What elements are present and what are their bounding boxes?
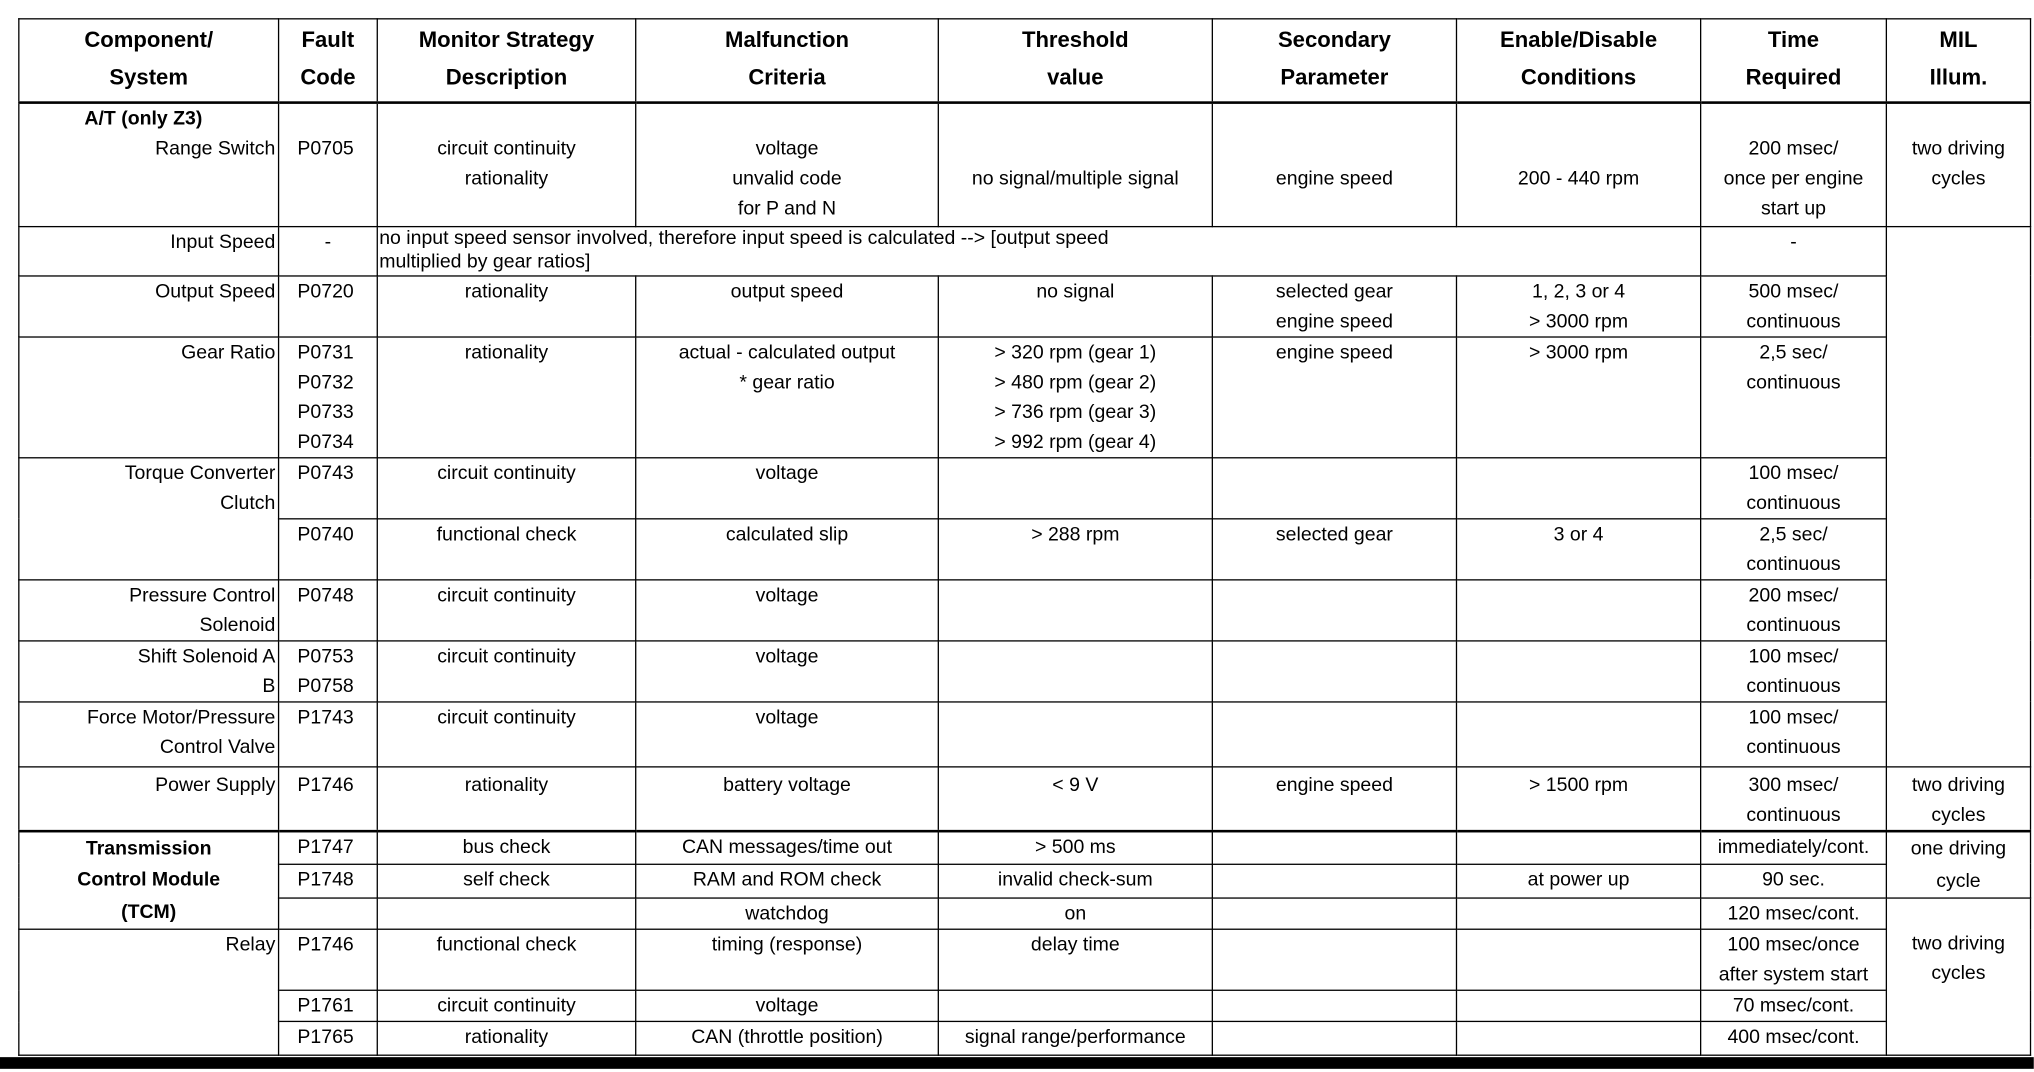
table-row — [19, 831, 2031, 864]
threshold-cell: > 500 ms — [938, 831, 1212, 864]
secondary-cell: selected gear engine speed — [1212, 275, 1456, 336]
secondary-cell: engine speed — [1212, 336, 1456, 457]
time-cell: 200 msec/ continuous — [1701, 579, 1887, 640]
table-row — [19, 766, 2031, 830]
criteria-cell: timing (response) — [636, 929, 939, 990]
time-cell: 2,5 sec/ continuous — [1701, 336, 1887, 457]
header-secondary: Secondary Parameter — [1212, 19, 1456, 103]
table-row — [19, 701, 2031, 766]
code-cell: P1765 — [279, 1021, 378, 1055]
component-cell: Force Motor/Pressure Control Valve — [19, 701, 279, 766]
header-malfunction-criteria: Malfunction Criteria — [636, 19, 939, 103]
enable-cell — [1456, 990, 1700, 1021]
time-cell: 100 msec/ continuous — [1701, 701, 1887, 766]
enable-cell — [1456, 831, 1700, 864]
criteria-cell: battery voltage — [636, 766, 939, 830]
threshold-cell — [938, 457, 1212, 518]
secondary-cell: selected gear — [1212, 518, 1456, 579]
table-row — [19, 226, 2031, 275]
threshold-cell: no signal — [938, 275, 1212, 336]
enable-cell — [1456, 457, 1700, 518]
criteria-cell: output speed — [636, 275, 939, 336]
header-component: Component/ System — [19, 19, 279, 103]
note-cell: no input speed sensor involved, therefore input speed is calculated --> [output speed multiplied by gear ratios] — [377, 226, 1700, 275]
threshold-cell — [938, 990, 1212, 1021]
code-cell — [279, 897, 378, 929]
header-row — [19, 19, 2031, 103]
component-cell: Gear Ratio — [19, 336, 279, 457]
strategy-cell: functional check — [377, 929, 635, 990]
threshold-cell: invalid check-sum — [938, 864, 1212, 897]
code-cell: P0720 — [279, 275, 378, 336]
code-cell: P1761 — [279, 990, 378, 1021]
enable-cell — [1456, 897, 1700, 929]
table-row — [19, 518, 2031, 579]
time-cell: 300 msec/ continuous — [1701, 766, 1887, 830]
enable-cell: 1, 2, 3 or 4 > 3000 rpm — [1456, 275, 1700, 336]
enable-cell — [1456, 579, 1700, 640]
secondary-cell — [1212, 864, 1456, 897]
strategy-cell: functional check — [377, 518, 635, 579]
code-cell: P0748 — [279, 579, 378, 640]
time-cell: 500 msec/ continuous — [1701, 275, 1887, 336]
section-label: A/T (only Z3) — [84, 107, 203, 130]
header-enable: Enable/Disable Conditions — [1456, 19, 1700, 103]
obd-monitor-table — [18, 18, 2031, 1056]
enable-cell: at power up — [1456, 864, 1700, 897]
enable-cell: > 1500 rpm — [1456, 766, 1700, 830]
threshold-cell: on — [938, 897, 1212, 929]
table-row — [19, 336, 2031, 457]
code-cell: P0740 — [279, 518, 378, 579]
header-time: Time Required — [1701, 19, 1887, 103]
table-row — [19, 1021, 2031, 1055]
criteria-cell: calculated slip — [636, 518, 939, 579]
criteria-cell: RAM and ROM check — [636, 864, 939, 897]
threshold-cell — [938, 640, 1212, 701]
secondary-cell — [1212, 1021, 1456, 1055]
component-cell: Input Speed — [19, 226, 279, 275]
strategy-cell: self check — [377, 864, 635, 897]
time-cell: 120 msec/cont. — [1701, 897, 1887, 929]
component-cell: Power Supply — [19, 766, 279, 830]
mil-cell-empty — [1886, 226, 2030, 766]
mil-cell: two driving cycles — [1886, 103, 2030, 226]
header-mil: MIL Illum. — [1886, 19, 2030, 103]
criteria-cell: voltage — [636, 990, 939, 1021]
table-row — [19, 897, 2031, 929]
secondary-cell — [1212, 831, 1456, 864]
code-cell: P0743 — [279, 457, 378, 518]
code-cell: P1743 — [279, 701, 378, 766]
secondary-cell — [1212, 640, 1456, 701]
criteria-cell: CAN messages/time out — [636, 831, 939, 864]
code-cell: P0705 — [279, 103, 378, 226]
table-row — [19, 457, 2031, 518]
criteria-cell: CAN (throttle position) — [636, 1021, 939, 1055]
code-cell: P1748 — [279, 864, 378, 897]
secondary-cell — [1212, 929, 1456, 990]
code-cell: P1746 — [279, 929, 378, 990]
criteria-cell: voltage — [636, 457, 939, 518]
header-fault-code: Fault Code — [279, 19, 378, 103]
code-cell: P0753 P0758 — [279, 640, 378, 701]
criteria-cell: voltage — [636, 579, 939, 640]
tcm-section-label: Transmission Control Module (TCM) — [19, 831, 279, 930]
threshold-cell — [938, 701, 1212, 766]
table-row — [19, 990, 2031, 1021]
threshold-cell — [938, 579, 1212, 640]
strategy-cell: rationality — [377, 1021, 635, 1055]
header-threshold: Threshold value — [938, 19, 1212, 103]
secondary-cell — [1212, 457, 1456, 518]
enable-cell: 3 or 4 — [1456, 518, 1700, 579]
strategy-cell: circuit continuity — [377, 579, 635, 640]
code-cell: - — [279, 226, 378, 275]
enable-cell — [1456, 929, 1700, 990]
strategy-cell: circuit continuity rationality — [377, 103, 635, 226]
header-monitor-strategy: Monitor Strategy Description — [377, 19, 635, 103]
page-footer-rule — [0, 1057, 2034, 1069]
table-row — [19, 864, 2031, 897]
table-row — [19, 103, 2031, 226]
strategy-cell: circuit continuity — [377, 990, 635, 1021]
criteria-cell: voltage — [636, 640, 939, 701]
component-cell: Torque Converter Clutch — [19, 457, 279, 579]
time-cell: 90 sec. — [1701, 864, 1887, 897]
component-cell: A/T (only Z3) Range Switch — [19, 103, 279, 226]
strategy-cell: bus check — [377, 831, 635, 864]
component-cell: Shift Solenoid A B — [19, 640, 279, 701]
threshold-cell: > 288 rpm — [938, 518, 1212, 579]
criteria-cell: watchdog — [636, 897, 939, 929]
criteria-cell: voltage unvalid code for P and N — [636, 103, 939, 226]
time-cell: 100 msec/once after system start — [1701, 929, 1887, 990]
strategy-cell: rationality — [377, 275, 635, 336]
mil-cell: one driving cycle — [1886, 831, 2030, 898]
component-cell: Pressure Control Solenoid — [19, 579, 279, 640]
threshold-cell: no signal/multiple signal — [938, 103, 1212, 226]
enable-cell: 200 - 440 rpm — [1456, 103, 1700, 226]
table-row — [19, 929, 2031, 990]
enable-cell: > 3000 rpm — [1456, 336, 1700, 457]
strategy-cell: circuit continuity — [377, 640, 635, 701]
secondary-cell: engine speed — [1212, 766, 1456, 830]
code-cell: P1746 — [279, 766, 378, 830]
strategy-cell: circuit continuity — [377, 701, 635, 766]
time-cell: - — [1701, 226, 1887, 275]
table-row — [19, 640, 2031, 701]
criteria-cell: actual - calculated output * gear ratio — [636, 336, 939, 457]
threshold-cell: signal range/performance — [938, 1021, 1212, 1055]
strategy-cell: circuit continuity — [377, 457, 635, 518]
threshold-cell: > 320 rpm (gear 1) > 480 rpm (gear 2) > 736 rpm (gear 3) > 992 rpm (gear 4) — [938, 336, 1212, 457]
table-row — [19, 275, 2031, 336]
time-cell: 100 msec/ continuous — [1701, 457, 1887, 518]
code-cell: P0731 P0732 P0733 P0734 — [279, 336, 378, 457]
secondary-cell — [1212, 990, 1456, 1021]
criteria-cell: voltage — [636, 701, 939, 766]
secondary-cell — [1212, 701, 1456, 766]
strategy-cell: rationality — [377, 766, 635, 830]
mil-cell: two driving cycles — [1886, 897, 2030, 1055]
enable-cell — [1456, 640, 1700, 701]
enable-cell — [1456, 1021, 1700, 1055]
component-cell: Output Speed — [19, 275, 279, 336]
strategy-cell: rationality — [377, 336, 635, 457]
threshold-cell: < 9 V — [938, 766, 1212, 830]
time-cell: immediately/cont. — [1701, 831, 1887, 864]
threshold-cell: delay time — [938, 929, 1212, 990]
table-row — [19, 579, 2031, 640]
enable-cell — [1456, 701, 1700, 766]
secondary-cell: engine speed — [1212, 103, 1456, 226]
strategy-cell — [377, 897, 635, 929]
time-cell: 400 msec/cont. — [1701, 1021, 1887, 1055]
mil-cell: two driving cycles — [1886, 766, 2030, 830]
time-cell: 100 msec/ continuous — [1701, 640, 1887, 701]
secondary-cell — [1212, 897, 1456, 929]
time-cell: 2,5 sec/ continuous — [1701, 518, 1887, 579]
time-cell: 70 msec/cont. — [1701, 990, 1887, 1021]
time-cell: 200 msec/ once per engine start up — [1701, 103, 1887, 226]
code-cell: P1747 — [279, 831, 378, 864]
secondary-cell — [1212, 579, 1456, 640]
component-cell: Relay — [19, 929, 279, 1055]
